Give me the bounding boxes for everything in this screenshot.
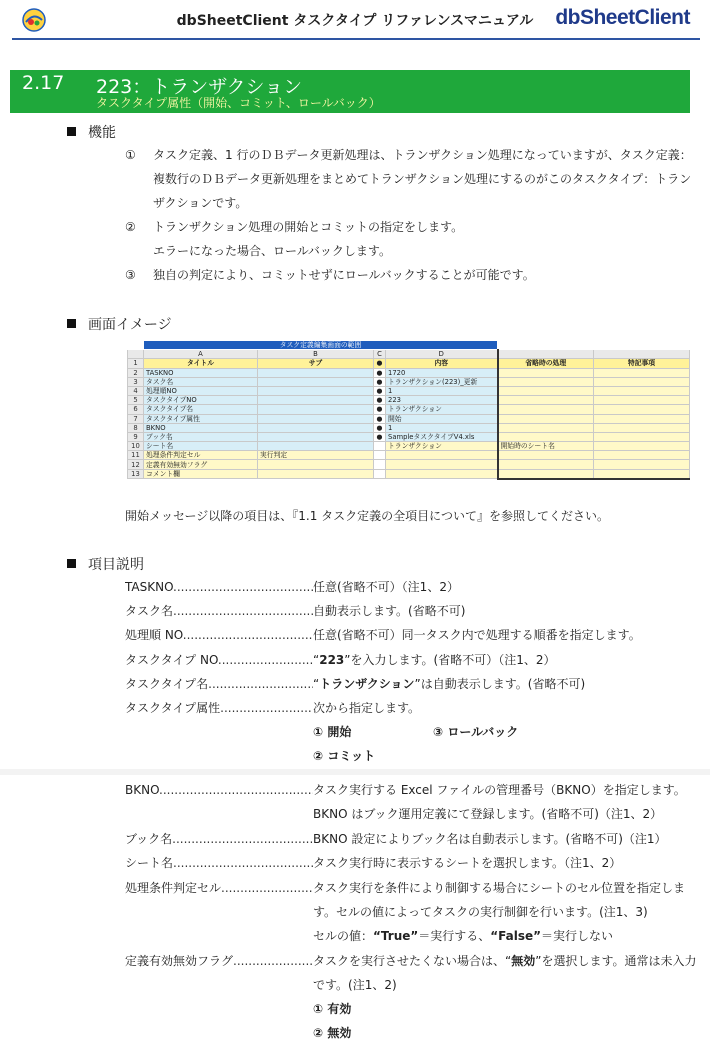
- item-text-line2: エラーになった場合、ロールバックします。: [153, 244, 391, 258]
- sheet-cell-title: タスクタイプ名: [144, 405, 258, 414]
- sheet-cell-content: SampleタスクタイプV4.xls: [386, 432, 498, 441]
- sheet-cell-sub: [258, 469, 374, 479]
- sheet-banner: タスク定義編集画面の範囲: [144, 341, 498, 350]
- sheet-row: [128, 432, 690, 441]
- field-row-bkno: [125, 778, 700, 826]
- heading-kinou: 機能: [67, 122, 116, 142]
- sheet-cell-start: [498, 377, 594, 386]
- sheet-cell-sub: [258, 414, 374, 423]
- sheet-cell-mark: ●: [374, 432, 386, 441]
- sheet-cell-mark: ●: [374, 368, 386, 377]
- sheet-cell-n: 9: [128, 432, 144, 441]
- field-desc: “223”を入力します。(省略不可）（注1、2）: [313, 653, 556, 667]
- sheet-cell-mark: [374, 460, 386, 469]
- sheet-cell-start: [498, 405, 594, 414]
- sheet-cell-content: [386, 451, 498, 460]
- document-title: dbSheetClient タスクタイプ リファレンスマニュアル: [176, 13, 534, 29]
- sheet-cell-n: 2: [128, 368, 144, 377]
- sheet-cell-notes: [594, 368, 690, 377]
- sheet-cell-sub: [258, 368, 374, 377]
- field-row-order: [125, 623, 700, 647]
- sheet-cell-start: [498, 432, 594, 441]
- sheet-cell-content: 開始: [386, 414, 498, 423]
- section-title: 223：トランザクション: [96, 76, 303, 98]
- field-label: 処理条件判定セル .....: [125, 876, 313, 900]
- flag-option-valid: ① 有効: [313, 1002, 352, 1016]
- sheet-cell-notes: [594, 442, 690, 451]
- section-number: 2.17: [22, 72, 65, 94]
- sheet-cell-content: 1720: [386, 368, 498, 377]
- field-label: タスクタイプ名 .....: [125, 672, 313, 696]
- sheet-row: [128, 414, 690, 423]
- sheet-cell-mark: [374, 442, 386, 451]
- sheet-cell-n: 13: [128, 469, 144, 479]
- field-desc: タスクを実行させたくない場合は、“無効”を選択します。通常は未入力です。(注1、2): [313, 954, 697, 992]
- sheet-cell-sub: [258, 377, 374, 386]
- sheet-row: [128, 386, 690, 395]
- field-desc: 任意(省略不可）（注1、2）: [313, 580, 459, 594]
- attr-option-start: ① 開始: [313, 725, 352, 739]
- sheet-cell-mark: ●: [374, 405, 386, 414]
- sheet-cell-title: 処理順NO: [144, 386, 258, 395]
- sheet-cell-mark: ●: [374, 396, 386, 405]
- bullet-square-icon: [67, 559, 76, 568]
- sheet-row: [128, 396, 690, 405]
- sheet-cell-notes: [594, 405, 690, 414]
- field-label: 処理順 NO .....: [125, 623, 313, 647]
- item-text: タスク定義、1 行のＤＢデータ更新処理は、トランザクション処理になっていますが、タスク定義：複数行のＤＢデータ更新処理をまとめてトランザクション処理にするのがこのタスクタイプ：トランザクションです。: [153, 148, 692, 210]
- sheet-cell-content: 1: [386, 423, 498, 432]
- kinou-item-2: [125, 215, 695, 263]
- sheet-cell-sub: [258, 423, 374, 432]
- sheet-cell-content: トランザクション: [386, 405, 498, 414]
- sheet-cell-n: 11: [128, 451, 144, 460]
- header-divider: [12, 38, 700, 40]
- section-subtitle: タスクタイプ属性（開始、コミット、ロールバック）: [96, 96, 381, 110]
- sheet-cell-n: 12: [128, 460, 144, 469]
- sheet-cell-title: タスクタイプNO: [144, 396, 258, 405]
- sheet-banner-row: [128, 341, 690, 350]
- sheet-row: [128, 442, 690, 451]
- sheet-cell-title: コメント欄: [144, 469, 258, 479]
- sheet-cell-mark: [374, 469, 386, 479]
- field-row-taskno: [125, 575, 700, 599]
- sheet-cell-n: 8: [128, 423, 144, 432]
- sheet-cell-notes: [594, 432, 690, 441]
- page-header: [0, 0, 710, 40]
- sheet-row: [128, 451, 690, 460]
- field-desc-line3: セルの値：“True”＝実行する、“False”＝実行しない: [313, 929, 614, 943]
- item-text: トランザクション処理の開始とコミットの指定をします。: [153, 220, 464, 234]
- field-desc: BKNO 設定によりブック名は自動表示します。(省略不可)（注1）: [313, 832, 667, 846]
- field-desc: 任意(省略不可）同一タスク内で処理する順番を指定します。: [313, 628, 641, 642]
- sheet-cell-notes: [594, 386, 690, 395]
- brand-logo-text: dbSheetClient: [555, 6, 690, 29]
- sheet-note: 開始メッセージ以降の項目は、『1.1 タスク定義の全項目について』を参照してください。: [125, 509, 609, 523]
- field-desc: タスク実行する Excel ファイルの管理番号（BKNO）を指定します。: [313, 783, 686, 797]
- sheet-cell-notes: [594, 396, 690, 405]
- heading-koumoku: 項目説明: [67, 554, 144, 574]
- field-label: TASKNO .....: [125, 575, 313, 599]
- sheet-cell-n: 3: [128, 377, 144, 386]
- sheet-cell-title: BKNO: [144, 423, 258, 432]
- field-desc: タスク実行時に表示するシートを選択します。（注1、2）: [313, 856, 622, 870]
- field-label: タスク名 .....: [125, 599, 313, 623]
- field-label: ブック名 .....: [125, 827, 313, 851]
- field-row-condition-cell: [125, 876, 700, 948]
- sheet-cell-mark: [374, 451, 386, 460]
- attr-option-rollback: ③ ロールバック: [433, 725, 519, 739]
- field-desc: タスク実行を条件により制御する場合にシートのセル位置を指定します。セルの値によってタスクの実行制御を行います。(注1、3): [313, 881, 686, 919]
- sheet-header-row: 1 タイトル サブ ● 内容 省略時の処理 特記事項: [128, 359, 690, 368]
- field-desc: “トランザクション”は自動表示します。(省略不可): [313, 677, 586, 691]
- field-row-taskname: [125, 599, 700, 623]
- field-label: タスクタイプ NO .....: [125, 648, 313, 672]
- field-label: シート名 .....: [125, 851, 313, 875]
- sheet-cell-notes: [594, 451, 690, 460]
- sheet-row: [128, 377, 690, 386]
- sheet-cell-content: 1: [386, 386, 498, 395]
- sheet-cell-content: 223: [386, 396, 498, 405]
- sheet-column-letters: A B C D: [128, 350, 690, 359]
- field-label: タスクタイプ属性 .....: [125, 696, 313, 720]
- section-banner: [10, 70, 690, 113]
- sheet-row: [128, 368, 690, 377]
- sheet-cell-n: 4: [128, 386, 144, 395]
- sheet-cell-title: 定義有効無効フラグ: [144, 460, 258, 469]
- sheet-cell-notes: [594, 423, 690, 432]
- sheet-cell-sub: [258, 442, 374, 451]
- sheet-cell-sub: [258, 405, 374, 414]
- field-desc: 次から指定します。: [313, 701, 421, 715]
- sheet-cell-title: シート名: [144, 442, 258, 451]
- sheet-cell-start: [498, 469, 594, 479]
- sheet-cell-notes: [594, 414, 690, 423]
- page-gap: [0, 769, 710, 775]
- sheet-cell-title: 処理条件判定セル: [144, 451, 258, 460]
- sheet-cell-content: トランザクション(223)_更新: [386, 377, 498, 386]
- item-number: ②: [125, 220, 136, 234]
- sheet-cell-start: [498, 423, 594, 432]
- sheet-row: [128, 423, 690, 432]
- sheet-cell-start: [498, 386, 594, 395]
- spreadsheet-image: [127, 340, 689, 499]
- sheet-cell-start: [498, 396, 594, 405]
- heading-gamen: 画面イメージ: [67, 314, 172, 334]
- field-row-tasktype-attr: [125, 696, 700, 720]
- sheet-cell-notes: [594, 460, 690, 469]
- sheet-cell-sub: [258, 396, 374, 405]
- sheet-cell-n: 10: [128, 442, 144, 451]
- field-label: 定義有効無効フラグ .....: [125, 949, 313, 973]
- sheet-cell-title: TASKNO: [144, 368, 258, 377]
- item-text: 独自の判定により、コミットせずにロールバックすることが可能です。: [153, 268, 535, 282]
- sheet-cell-title: タスクタイプ属性: [144, 414, 258, 423]
- field-row-valid-flag: [125, 949, 700, 997]
- sheet-cell-mark: ●: [374, 423, 386, 432]
- kinou-item-1: [125, 143, 695, 215]
- sheet-cell-start: [498, 451, 594, 460]
- sheet-cell-start: [498, 460, 594, 469]
- sheet-cell-start: [498, 414, 594, 423]
- kinou-item-3: [125, 263, 695, 287]
- item-number: ①: [125, 148, 136, 162]
- sheet-cell-content: トランザクション: [386, 442, 498, 451]
- sheet-cell-title: ブック名: [144, 432, 258, 441]
- field-row-tasktype-name: [125, 672, 700, 696]
- sheet-cell-content: [386, 460, 498, 469]
- sheet-cell-sub: 実行判定: [258, 451, 374, 460]
- field-row-book: [125, 827, 700, 851]
- sheet-cell-content: [386, 469, 498, 479]
- sheet-cell-start: [498, 368, 594, 377]
- sheet-cell-title: タスク名: [144, 377, 258, 386]
- field-label: BKNO .....: [125, 778, 313, 802]
- sheet-cell-n: 6: [128, 405, 144, 414]
- sheet-cell-mark: ●: [374, 377, 386, 386]
- sheet-cell-mark: ●: [374, 414, 386, 423]
- sheet-row: [128, 460, 690, 469]
- sheet-cell-sub: [258, 460, 374, 469]
- attr-option-commit: ② コミット: [313, 749, 376, 763]
- sheet-cell-n: 5: [128, 396, 144, 405]
- sheet-cell-start: 開始時のシート名: [498, 442, 594, 451]
- sheet-cell-n: 7: [128, 414, 144, 423]
- sheet-cell-sub: [258, 432, 374, 441]
- sheet-row: [128, 469, 690, 479]
- flag-option-invalid: ② 無効: [313, 1026, 352, 1040]
- field-row-tasktype-no: [125, 648, 700, 672]
- field-row-sheet: [125, 851, 700, 875]
- field-desc-line2: BKNO はブック運用定義にて登録します。(省略不可)（注1、2）: [313, 807, 663, 821]
- field-desc: 自動表示します。(省略不可): [313, 604, 466, 618]
- sheet-cell-notes: [594, 469, 690, 479]
- sheet-row: [128, 405, 690, 414]
- sheet-cell-sub: [258, 386, 374, 395]
- sheet-cell-notes: [594, 377, 690, 386]
- bullet-square-icon: [67, 319, 76, 328]
- bullet-square-icon: [67, 127, 76, 136]
- item-number: ③: [125, 268, 136, 282]
- sheet-cell-mark: ●: [374, 386, 386, 395]
